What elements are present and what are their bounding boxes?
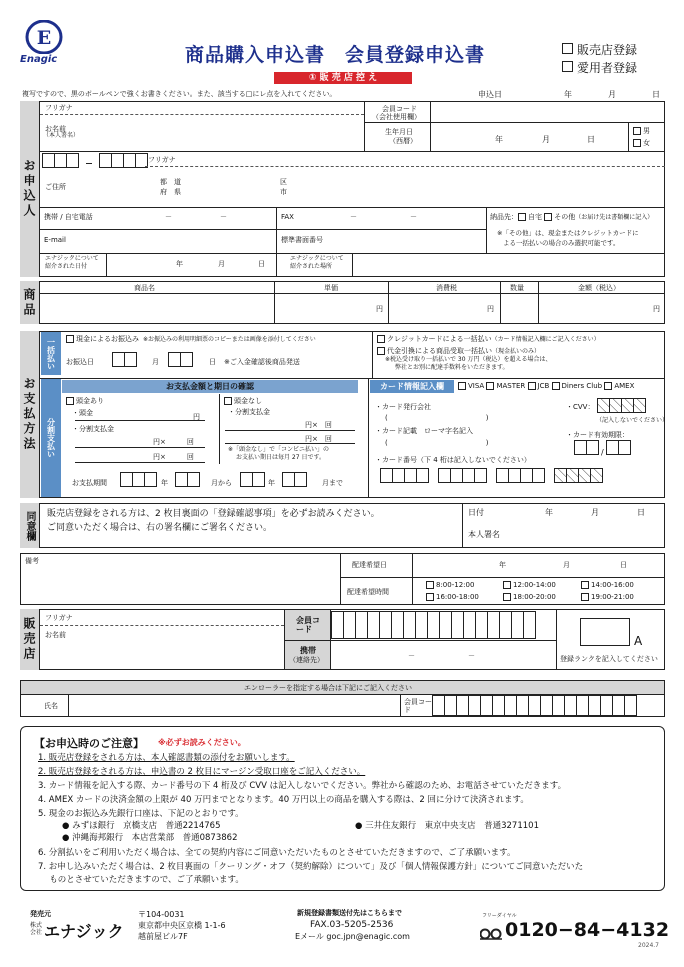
down-label: ・頭金 (72, 409, 93, 417)
credit-note: （カード情報記入欄にご記入ください） (491, 336, 600, 343)
company-zip: 〒104-0031 (138, 910, 185, 919)
payment-period-label: お支払期間 (72, 479, 107, 487)
time-slot-4[interactable] (426, 593, 479, 601)
company-address-2: 越前屋ビル7F (138, 932, 188, 941)
transfer-day-label: 日 (209, 358, 216, 366)
wish-date-label: 配達希望日 (352, 561, 387, 569)
logo-text: Enagic (20, 54, 58, 65)
payment-confirm-note: ※ご入金確認後商品発送 (224, 358, 300, 366)
card-info-header: カード情報記入欄 (370, 380, 454, 393)
enroller-name-label: 氏名 (44, 702, 58, 710)
note-item-5: 5. 現金のお振込み先銀行口座は、下記のとおりです。 (38, 809, 244, 819)
company-name: エナジック (44, 922, 124, 941)
time-slot-2[interactable] (503, 581, 556, 589)
company-address-1: 東京都中央区京橋 1-1-6 (138, 921, 226, 930)
footer-email: Eメール goc.jpn@enagic.com (295, 932, 410, 941)
card-number-label: ・カード番号（下 4 桁は記入しないでください） (375, 456, 531, 464)
applicant-section-label: お申込人 (20, 101, 40, 277)
member-code-sub-label: （会社使用欄） (372, 113, 421, 121)
down-yen: 円 (193, 413, 200, 421)
time-slot-2-label: 12:00-14:00 (513, 581, 556, 589)
consent-year-label: 年 (545, 508, 553, 517)
pref-label-2: 府 県 (160, 188, 181, 196)
dealer-name-label: お名前 (45, 631, 66, 639)
city-label-2: 市 (280, 188, 287, 196)
dealer-section-label: 販売店 (20, 609, 40, 670)
cash-lump-label: 現金によるお振込み (76, 335, 139, 343)
dealer-furigana-label: フリガナ (45, 614, 73, 622)
email-label: E-mail (44, 236, 66, 244)
note-item-1: 1. 販売店登録をされる方は、本人確認書類の添付をお願いします。 (38, 753, 295, 763)
time-slot-5-label: 18:00-20:00 (513, 593, 556, 601)
no-down-note-2: お支払い期日は毎月 27 日です。 (236, 454, 325, 461)
bank-kaiho: ● 沖縄海邦銀行 本店営業部 普通0873862 (62, 833, 238, 843)
dealer-member-code-boxes[interactable] (331, 611, 536, 643)
dealer-registration-option[interactable] (562, 43, 637, 57)
yen-x-4: 円× (305, 435, 318, 443)
yen-x-3: 円× (305, 421, 318, 429)
delivery-options (490, 213, 653, 222)
fax-dash-2: － (410, 213, 417, 221)
split-amount-label-right: ・分割支払金 (228, 408, 270, 416)
delivery-other-note: （お届け先は書類欄に記入） (575, 214, 654, 221)
enroller-code-boxes[interactable] (432, 695, 637, 720)
birth-day-label: 日 (587, 135, 595, 144)
split-payment-label: 分割支払い (41, 379, 61, 497)
yen-x-1: 円× (153, 438, 166, 446)
period-until-label: 月まで (322, 479, 343, 487)
transfer-day-boxes[interactable] (168, 352, 193, 371)
notes-title: 【お申込時のご注意】 (34, 737, 144, 750)
split-row2-right (305, 435, 332, 443)
tax-yen: 円 (487, 305, 494, 313)
time-slot-5[interactable] (503, 593, 556, 601)
consent-date-label: 日付 (468, 508, 484, 517)
transfer-date-label: お振込日 (66, 358, 94, 366)
birthdate-label: 生年月日 (385, 128, 413, 136)
wish-year-label: 年 (499, 561, 506, 569)
dealer-dash-1: － (408, 652, 415, 660)
apply-day-label: 日 (652, 90, 660, 99)
company-type: 株式会社 (30, 922, 43, 936)
tax-header: 消費税 (436, 284, 457, 292)
consent-signature-label: 本人署名 (468, 530, 500, 539)
period-start-month-boxes[interactable] (175, 472, 200, 491)
times-4: 回 (324, 435, 332, 443)
amount-header: 金額（税込） (578, 284, 620, 292)
time-slot-1[interactable] (426, 581, 474, 589)
notes-must-read: ※必ずお読みください。 (158, 738, 246, 747)
time-slot-3[interactable] (581, 581, 634, 589)
other-note-line1: ※「その他」は、現金またはクレジットカードに (497, 229, 639, 237)
transfer-month-label: 月 (152, 358, 159, 366)
dealer-member-code-label: 会員コード (296, 616, 320, 635)
enroller-title: エンローラーを指定する場合は下記にご記入ください (244, 684, 412, 692)
period-from-label: 月から (211, 479, 232, 487)
wish-time-label: 配達希望時間 (347, 588, 389, 596)
consent-month-label: 月 (591, 508, 599, 517)
jcb-label: JCB (537, 382, 550, 390)
pref-label-1: 都 道 (160, 178, 181, 186)
down-yes-option[interactable] (66, 397, 104, 405)
time-slot-3-label: 14:00-16:00 (591, 581, 634, 589)
other-note-line2: よる一括払いの場合のみ選択可能です。 (503, 239, 620, 247)
bank-mizuho: ● みずほ銀行 京橋支店 普通2214765 (62, 821, 221, 831)
period-start-year-boxes[interactable] (120, 472, 157, 491)
consent-line-2: ご同意いただく場合は、右の署名欄にご署名ください。 (47, 523, 273, 533)
user-registration-option[interactable] (562, 61, 637, 75)
no-down-note-1: ※「頭金なし」で「コンビニ払い」の (228, 446, 330, 453)
qty-header: 数量 (510, 284, 524, 292)
male-label: 男 (643, 127, 650, 135)
time-slot-6-label: 19:00-21:00 (591, 593, 634, 601)
split-row2-left (153, 453, 194, 461)
bank-smbc: ● 三井住友銀行 東京中央支店 普通3271101 (355, 821, 539, 831)
fax-label: FAX (281, 213, 294, 221)
dealer-mobile-label: 携帯 (300, 646, 316, 655)
cvv-boxes (597, 398, 646, 417)
master-label: MASTER (496, 382, 526, 390)
applicant-section (20, 101, 665, 277)
card-issuer-parens: ( ) (385, 414, 489, 422)
intro-month-label: 月 (218, 260, 225, 268)
logo-mark-icon (24, 20, 64, 54)
dealer-mobile-sub-label: （連絡先） (289, 656, 324, 664)
svg-text:E: E (36, 27, 52, 49)
delivery-label: 納品先： (490, 213, 518, 221)
note-item-6: 6. 分割払いをご利用いただく場合は、全ての契約内容にご同意いただいたものとさせていただきますので、ご了承願います。 (38, 848, 516, 858)
apply-month-label: 月 (608, 90, 616, 99)
consent-day-label: 日 (637, 508, 645, 517)
wish-month-label: 月 (563, 561, 570, 569)
female-label: 女 (643, 139, 650, 147)
note-item-3: 3. カード情報を記入する際、カード番号の下 4 桁及び CVV は記入しないでください。弊社から確認のため、お電話させていただきます。 (38, 781, 567, 791)
product-section (20, 281, 665, 324)
down-yes-label: 頭金あり (76, 397, 104, 405)
dealer-registration-label: 販売店登録 (577, 43, 638, 57)
payment-section-label: お支払方法 (20, 331, 40, 498)
period-year-2: 年 (268, 479, 275, 487)
unit-price-yen: 円 (376, 305, 383, 313)
birth-year-label: 年 (495, 135, 503, 144)
cod-note-line3: 弊社とお別に配達手数料をいただきます。 (395, 364, 509, 371)
user-registration-label: 愛用者登録 (577, 61, 638, 75)
product-section-label: 商品 (20, 281, 40, 324)
expiry-boxes[interactable]: / (574, 440, 631, 459)
card-name-parens: ( ) (385, 439, 489, 447)
remarks-label: 備考 (25, 557, 39, 565)
footer-fax: FAX.03-5205-2536 (310, 920, 394, 930)
down-no-option[interactable] (224, 397, 262, 405)
cert-number-label: 標準書面番号 (281, 236, 323, 244)
period-end-year-boxes[interactable] (240, 472, 265, 491)
times-3: 回 (324, 421, 332, 429)
phone-dash-2: － (220, 213, 227, 221)
consent-line-1: 販売店登録をされる方は、2 枚目裏面の「登録確認事項」を必ずお読みください。 (47, 509, 380, 519)
copy-badge: ① 販 売 店 控 え (274, 72, 412, 84)
split-amount-label-left: ・分割支払金 (72, 425, 114, 433)
note-item-4: 4. AMEX カードの決済金額の上限が 40 万円までとなります。40 万円以上の商品を購入する際は、2 回に分けて決済されます。 (38, 795, 529, 805)
applicant-name-label: お名前 (45, 125, 66, 133)
times-1: 回 (186, 438, 194, 446)
period-year-1: 年 (161, 479, 168, 487)
split-row1-right (305, 421, 332, 429)
yen-x-2: 円× (153, 453, 166, 461)
delivery-other-label: その他 (554, 213, 576, 221)
freedial-icon (480, 925, 502, 944)
cvv-label: ・CVV： (566, 403, 595, 411)
female-option[interactable] (633, 139, 650, 147)
card-number-boxes[interactable] (380, 468, 603, 487)
address-label: ご住所 (45, 183, 66, 191)
apply-date-label: 申込日 (478, 90, 502, 99)
cod-label: 代金引換による商品受取一括払い (387, 347, 492, 355)
postal-code-boxes[interactable] (42, 153, 148, 172)
intro-place-label-2: 紹介された場所 (290, 263, 333, 270)
card-brand-options[interactable] (458, 382, 634, 390)
intro-day-label: 日 (258, 260, 265, 268)
amex-label: AMEX (614, 382, 635, 390)
card-issuer-label: ・カード発行会社 (375, 403, 431, 411)
birthdate-sub-label: （西暦） (389, 137, 417, 145)
amount-yen: 円 (653, 305, 660, 313)
expiry-label: ・カード有効期限： (566, 431, 629, 439)
fax-dash-1: － (350, 213, 357, 221)
payment-confirm-header: お支払金額と期日の確認 (62, 380, 358, 393)
note-item-2: 2. 販売店登録をされる方は、申込書の 2 枚目にマージン受取口座をご記入ください。 (38, 767, 366, 777)
freedial-number: 0120−84−4132 (505, 919, 670, 941)
visa-label: VISA (468, 382, 485, 390)
publisher-label: 発売元 (30, 910, 51, 918)
mobile-label: 携帯 / 自宅電話 (44, 213, 93, 221)
birth-month-label: 月 (542, 135, 550, 144)
down-no-label: 頭金なし (234, 397, 262, 405)
cod-note: （現金払いのみ） (492, 348, 541, 355)
lump-sum-label: 一括払い (41, 332, 61, 375)
note-item-7-cont: ものとさせていただきますので、ご了承願います。 (38, 875, 244, 885)
applicant-furigana-label: フリガナ (45, 104, 73, 112)
rank-note: 登録ランクを記入してください (560, 655, 658, 663)
intro-date-label-2: 紹介された日付 (45, 263, 88, 270)
instruction-text: 複写ですので、黒のボールペンで強くお書きください。また、該当する□にレ点を入れてください。 (22, 90, 337, 98)
card-name-label: ・カード記載 ローマ字名記入 (375, 427, 473, 435)
consent-section-label: 同意欄 (20, 503, 40, 548)
enagic-logo (18, 20, 68, 68)
split-row1-left (153, 438, 194, 446)
time-slot-1-label: 8:00-12:00 (436, 581, 475, 589)
cash-lump-option[interactable] (66, 335, 316, 344)
credit-lump-label: クレジットカードによる一括払い (387, 335, 492, 343)
unit-price-header: 単価 (324, 284, 338, 292)
apply-year-label: 年 (564, 90, 572, 99)
note-item-7: 7. お申し込みいただく場合は、2 枚目裏面の「クーリング・オフ（契約解除）について」及び「個人情報保護方針」についてご同意いただいた (38, 862, 584, 872)
page-title: 商品購入申込書 会員登録申込書 (185, 44, 486, 66)
transfer-month-boxes[interactable] (112, 352, 137, 371)
credit-lump-option[interactable] (377, 335, 600, 344)
wish-day-label: 日 (620, 561, 627, 569)
address-furigana-label: フリガナ (148, 156, 176, 164)
diners-label: Diners Club (561, 382, 603, 390)
cod-note-line2: ※税込受け取り一括払いで 30 万円（税込）を超える場合は、 (385, 356, 552, 363)
cod-option[interactable] (377, 347, 540, 356)
time-slot-6[interactable] (581, 593, 634, 601)
intro-date-label-1: エナジックについて (45, 255, 99, 262)
rank-box[interactable] (580, 618, 630, 646)
cash-note: ※お振込みの利用明細票のコピーまたは画像を添付してください (143, 336, 316, 343)
freedial-label: フリーダイヤル (482, 913, 517, 919)
city-label-1: 区 (280, 178, 287, 186)
product-name-header: 商品名 (134, 284, 155, 292)
male-option[interactable] (633, 127, 650, 135)
period-end-month-boxes[interactable] (282, 472, 307, 491)
cvv-note: （記入しないでください） (596, 417, 669, 424)
dealer-dash-2: － (468, 652, 475, 660)
member-code-field[interactable] (431, 102, 664, 122)
delivery-other-option[interactable] (544, 213, 575, 221)
enroller-code-label: 会員コード (404, 698, 432, 715)
time-slot-4-label: 16:00-18:00 (436, 593, 479, 601)
delivery-home-label: 自宅 (528, 213, 542, 221)
times-2: 回 (186, 453, 194, 461)
send-note: 新規登録書類送付先はこちらまで (297, 909, 402, 917)
delivery-home-option[interactable] (518, 213, 542, 221)
member-code-label: 会員コード (382, 105, 417, 113)
rank-suffix: A (634, 634, 643, 648)
intro-year-label: 年 (176, 260, 183, 268)
applicant-name-sub-label: （本人署名） (43, 132, 80, 139)
form-version: 2024.7 (638, 942, 659, 949)
intro-place-label-1: エナジックについて (290, 255, 344, 262)
phone-dash-1: － (165, 213, 172, 221)
